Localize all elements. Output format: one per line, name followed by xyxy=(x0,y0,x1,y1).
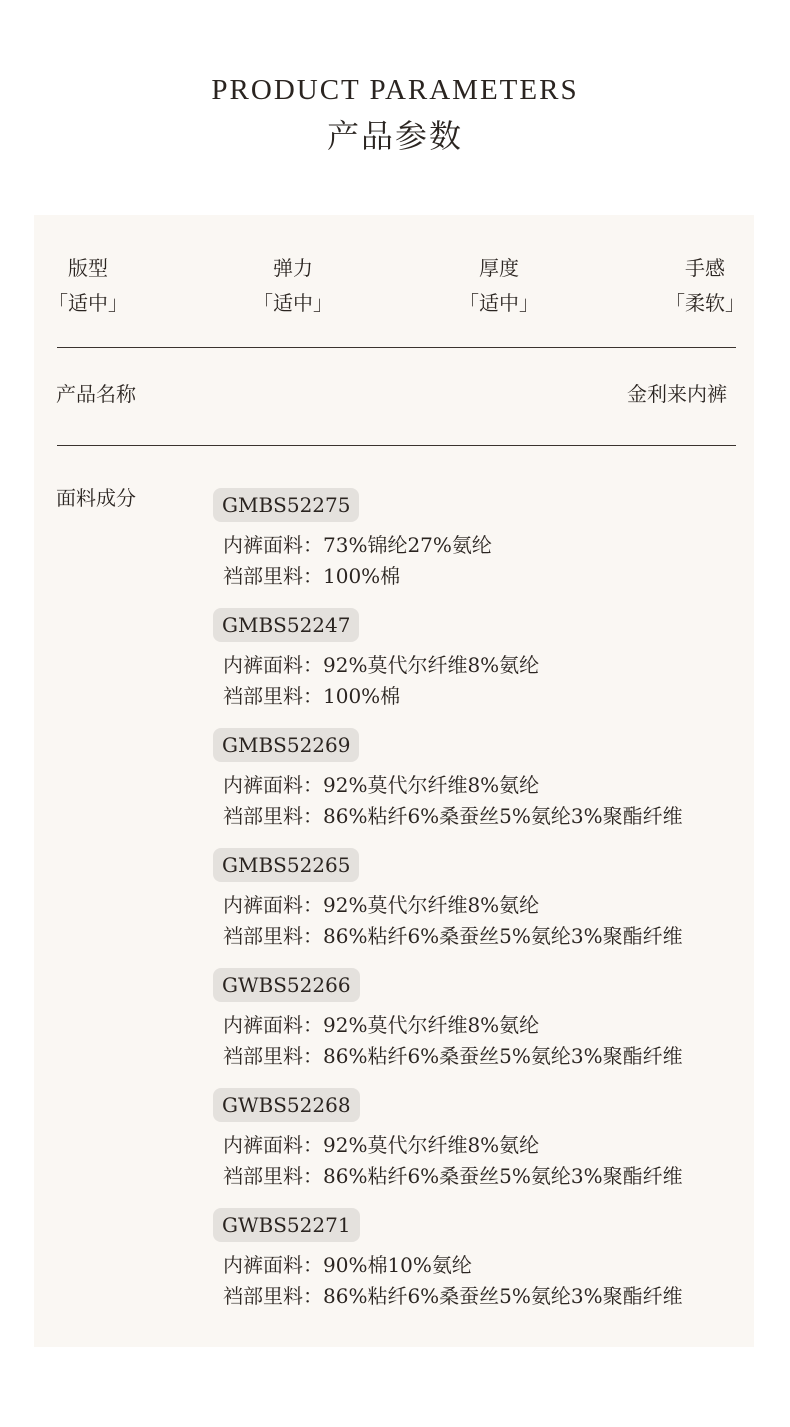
outer-fabric-text: 内裤面料：92%莫代尔纤维8%氨纶 xyxy=(223,1013,540,1037)
page-title-chinese: 产品参数 xyxy=(326,117,463,155)
fabric-item xyxy=(213,608,743,728)
style-code-badge: GMBS52269 xyxy=(213,728,359,762)
product-name-label: 产品名称 xyxy=(56,382,136,406)
attribute-hand-feel xyxy=(660,253,750,320)
page-title-english: PRODUCT PARAMETERS xyxy=(211,74,579,106)
fabric-composition-label: 面料成分 xyxy=(56,486,136,510)
attribute-elasticity xyxy=(248,253,338,320)
lining-fabric-text: 裆部里料：100%棉 xyxy=(223,564,401,588)
outer-fabric-text: 内裤面料：90%棉10%氨纶 xyxy=(223,1253,472,1277)
lining-fabric-text: 裆部里料：86%粘纤6%桑蚕丝5%氨纶3%聚酯纤维 xyxy=(223,1284,683,1308)
attribute-thickness xyxy=(454,253,544,320)
outer-fabric-text: 内裤面料：92%莫代尔纤维8%氨纶 xyxy=(223,653,540,677)
lining-fabric-text: 裆部里料：86%粘纤6%桑蚕丝5%氨纶3%聚酯纤维 xyxy=(223,1164,683,1188)
outer-fabric-text: 内裤面料：73%锦纶27%氨纶 xyxy=(223,533,492,557)
style-code-badge: GMBS52265 xyxy=(213,848,359,882)
fabric-item xyxy=(213,968,743,1088)
parameters-panel xyxy=(34,215,754,1347)
attribute-elasticity-value: 「适中」 xyxy=(253,291,333,315)
attribute-fit-name: 版型 xyxy=(68,256,108,280)
lining-fabric-text: 裆部里料：86%粘纤6%桑蚕丝5%氨纶3%聚酯纤维 xyxy=(223,1044,683,1068)
attribute-thickness-name: 厚度 xyxy=(479,256,519,280)
fabric-item xyxy=(213,848,743,968)
fabric-item xyxy=(213,488,743,608)
attribute-hand-feel-name: 手感 xyxy=(685,256,725,280)
attribute-elasticity-name: 弹力 xyxy=(273,256,313,280)
style-code-badge: GMBS52247 xyxy=(213,608,359,642)
attribute-fit xyxy=(43,253,133,320)
divider xyxy=(57,347,736,348)
fabric-item xyxy=(213,1208,743,1328)
lining-fabric-text: 裆部里料：86%粘纤6%桑蚕丝5%氨纶3%聚酯纤维 xyxy=(223,804,683,828)
style-code-badge: GWBS52271 xyxy=(213,1208,360,1242)
lining-fabric-text: 裆部里料：100%棉 xyxy=(223,684,401,708)
divider xyxy=(57,445,736,446)
lining-fabric-text: 裆部里料：86%粘纤6%桑蚕丝5%氨纶3%聚酯纤维 xyxy=(223,924,683,948)
style-code-badge: GWBS52266 xyxy=(213,968,360,1002)
outer-fabric-text: 内裤面料：92%莫代尔纤维8%氨纶 xyxy=(223,1133,540,1157)
attribute-fit-value: 「适中」 xyxy=(48,291,128,315)
outer-fabric-text: 内裤面料：92%莫代尔纤维8%氨纶 xyxy=(223,773,540,797)
style-code-badge: GWBS52268 xyxy=(213,1088,360,1122)
fabric-list xyxy=(213,488,743,1328)
style-code-badge: GMBS52275 xyxy=(213,488,359,522)
product-name-value: 金利来内裤 xyxy=(627,382,727,406)
fabric-item xyxy=(213,728,743,848)
outer-fabric-text: 内裤面料：92%莫代尔纤维8%氨纶 xyxy=(223,893,540,917)
attribute-hand-feel-value: 「柔软」 xyxy=(665,291,745,315)
attribute-thickness-value: 「适中」 xyxy=(459,291,539,315)
fabric-item xyxy=(213,1088,743,1208)
